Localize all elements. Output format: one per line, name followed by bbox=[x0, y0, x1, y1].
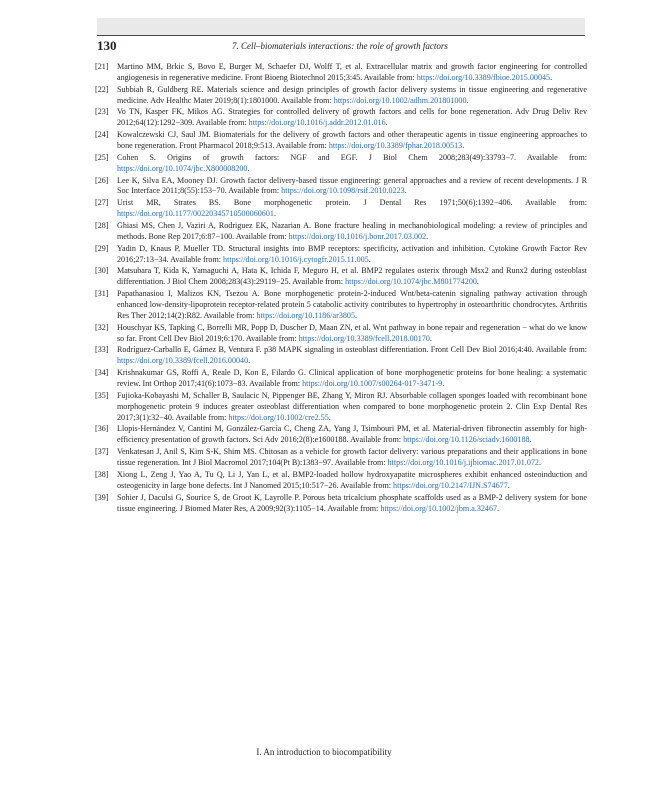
doi-link[interactable]: https://doi.org/10.3389/fcell.2016.00040 bbox=[117, 356, 249, 366]
reference-body bbox=[117, 62, 587, 84]
reference-citation-text: Matsubara T, Kida K, Yamaguchi A, Hata K, Ichida F, Meguro H, et al. BMP2 regulates osterix through Msx2 and Runx2 during osteoblast differentiation. J Biol Chem 2008;283(43):29119−25. Available from: bbox=[117, 266, 587, 287]
doi-link[interactable]: https://doi.org/10.1016/j.addr.2012.01.016 bbox=[248, 118, 386, 128]
reference-item bbox=[95, 176, 587, 198]
reference-citation-text: Urist MR, Strates BS. Bone morphogenetic protein. J Dental Res 1971;50(6):1392−406. Available from: bbox=[117, 198, 587, 208]
reference-end-punctuation: . bbox=[507, 480, 510, 490]
reference-item bbox=[95, 289, 587, 322]
reference-end-punctuation: . bbox=[497, 503, 500, 513]
doi-link[interactable]: https://doi.org/10.1002/cre2.55 bbox=[228, 412, 329, 422]
reference-item bbox=[95, 62, 587, 84]
reference-body bbox=[117, 323, 587, 345]
reference-body bbox=[117, 244, 587, 266]
reference-end-punctuation: . bbox=[426, 231, 429, 241]
reference-item bbox=[95, 345, 587, 367]
reference-number: [27] bbox=[95, 198, 109, 208]
reference-citation-text: Lee K, Silva EA, Mooney DJ. Growth factor delivery-based tissue engineering: general approaches and a review of recent developments. J R Soc Interface 2011;8(55):153−70. Available from: bbox=[117, 175, 587, 196]
reference-item bbox=[95, 424, 587, 446]
doi-link[interactable]: https://doi.org/10.1016/j.ijbiomac.2017.01.072 bbox=[387, 458, 539, 468]
reference-number: [31] bbox=[95, 289, 109, 299]
reference-body bbox=[117, 198, 587, 220]
doi-link[interactable]: https://doi.org/10.1074/jbc.X800008200 bbox=[117, 163, 248, 173]
reference-end-punctuation: . bbox=[429, 333, 432, 343]
reference-citation-text: Cohen S. Origins of growth factors: NGF and EGF. J Biol Chem 2008;283(49):33793−7. Available from: bbox=[117, 152, 587, 162]
reference-body bbox=[117, 493, 587, 515]
reference-body bbox=[117, 289, 587, 322]
reference-item bbox=[95, 130, 587, 152]
reference-body bbox=[117, 266, 587, 288]
reference-number: [37] bbox=[95, 447, 109, 457]
reference-body bbox=[117, 447, 587, 469]
reference-end-punctuation: . bbox=[368, 254, 371, 264]
reference-item bbox=[95, 107, 587, 129]
reference-number: [25] bbox=[95, 152, 109, 162]
doi-link[interactable]: https://doi.org/10.2147/IJN.S74677 bbox=[393, 480, 508, 490]
doi-link[interactable]: https://doi.org/10.1016/j.cytogfr.2015.11.005 bbox=[223, 254, 369, 264]
reference-citation-text: Yadin D, Knaus P, Mueller TD. Structural insights into BMP receptors: specificity, activation and inhibition. Cytokine Growth Factor Rev 2016;27:13−34. Available from: bbox=[117, 243, 587, 264]
doi-link[interactable]: https://doi.org/10.3389/fphar.2018.00513 bbox=[328, 141, 463, 151]
reference-number: [23] bbox=[95, 107, 109, 117]
reference-citation-text: Venkatesan J, Anil S, Kim S-K, Shim MS. Chitosan as a vehicle for growth factor delivery: various preparations and their applications in bone tissue regeneration. Int J Biol Macromol 2017;104(Pt B):1383−97. Available from: bbox=[117, 447, 587, 468]
reference-body bbox=[117, 345, 587, 367]
reference-item bbox=[95, 85, 587, 107]
reference-citation-text: Papathanasiou I, Malizos KN, Tsezou A. Bone morphogenetic protein-2-induced Wnt/beta-catenin signaling pathway activation through enhanced low-density-lipoprotein receptor-related protein 5 catabolic activity contributes to hypertrophy in osteoarthritic chondrocytes. Arthritis Res Ther 2012;14(2):R82. Available from: bbox=[117, 289, 587, 320]
reference-item bbox=[95, 391, 587, 424]
doi-link[interactable]: https://doi.org/10.1177/00220345710500060601 bbox=[117, 209, 274, 219]
running-head-chapter-title: 7. Cell–biomaterials interactions: the role of growth factors bbox=[232, 41, 448, 51]
reference-number: [34] bbox=[95, 368, 109, 378]
reference-number: [21] bbox=[95, 62, 109, 71]
reference-citation-text: Ghiasi MS, Chen J, Vaziri A, Rodriguez EK, Nazarian A. Bone fracture healing in mechanobiological modeling: a review of principles and methods. Bone Rep 2017;6:87−100. Available from: bbox=[117, 220, 587, 241]
reference-end-punctuation: . bbox=[550, 72, 553, 82]
reference-number: [22] bbox=[95, 84, 109, 94]
reference-number: [33] bbox=[95, 345, 109, 355]
reference-item bbox=[95, 244, 587, 266]
reference-number: [35] bbox=[95, 390, 109, 400]
reference-body bbox=[117, 470, 587, 492]
footer-section-title: I. An introduction to biocompatibility bbox=[256, 747, 392, 757]
reference-body bbox=[117, 107, 587, 129]
reference-end-punctuation: . bbox=[529, 435, 532, 445]
doi-link[interactable]: https://doi.org/10.1074/jbc.M801774200 bbox=[345, 277, 477, 287]
doi-link[interactable]: https://doi.org/10.1016/j.bonr.2017.03.002 bbox=[288, 231, 427, 241]
reference-end-punctuation: . bbox=[355, 310, 358, 320]
reference-end-punctuation: . bbox=[273, 209, 276, 219]
reference-citation-text: Llopis-Hernández V, Cantini M, González-García C, Cheng ZA, Yang J, Tsimbouri PM, et al. Material-driven fibronectin assembly for high-efficiency presentation of growth factors. Sci Adv 2016;2(8):e1600188. Available from: bbox=[117, 424, 587, 445]
reference-list bbox=[95, 62, 587, 515]
reference-citation-text: Fujioka-Kobayashi M, Schaller B, Saulacic N, Pippenger BE, Zhang Y, Miron RJ. Absorbable collagen sponges loaded with recombinant bone morphogenetic protein 9 induces greater osteoblast differentiation when compared to bone morphogenetic protein 2. Clin Exp Dental Res 2017;3(1):32−40. Available from: bbox=[117, 390, 587, 422]
reference-number: [28] bbox=[95, 220, 109, 230]
reference-number: [24] bbox=[95, 130, 109, 140]
reference-item bbox=[95, 447, 587, 469]
reference-body bbox=[117, 153, 587, 175]
reference-item bbox=[95, 153, 587, 175]
reference-end-punctuation: . bbox=[248, 356, 251, 366]
reference-body bbox=[117, 85, 587, 107]
doi-link[interactable]: https://doi.org/10.3389/fbioe.2015.00045 bbox=[416, 72, 551, 82]
reference-number: [38] bbox=[95, 469, 109, 479]
reference-item bbox=[95, 470, 587, 492]
reference-citation-text: Subbiah R, Guldberg RE. Materials science and design principles of growth factor delivery systems in tissue engineering and regenerative medicine. Adv Healthc Mater 2019;8(1):1801000. Available from: bbox=[117, 84, 587, 105]
doi-link[interactable]: https://doi.org/10.1002/jbm.a.32467 bbox=[380, 503, 498, 513]
reference-citation-text: Rodríguez-Carballo E, Gámez B, Ventura F. p38 MAPK signaling in osteoblast differentiation. Front Cell Dev Biol 2016;4:40. Available from: bbox=[117, 345, 587, 355]
doi-link[interactable]: https://doi.org/10.1126/sciadv.1600188 bbox=[403, 435, 530, 445]
reference-end-punctuation: . bbox=[404, 186, 407, 196]
header-band bbox=[97, 18, 585, 35]
reference-end-punctuation: . bbox=[466, 95, 469, 105]
reference-body bbox=[117, 368, 587, 390]
doi-link[interactable]: https://doi.org/10.1007/s00264-017-3471-9 bbox=[302, 379, 443, 389]
reference-item bbox=[95, 198, 587, 220]
reference-item bbox=[95, 221, 587, 243]
reference-citation-text: Xiong L, Zeng J, Yao A, Tu Q, Li J, Yan L, et al. BMP2-loaded hollow hydroxyapatite microspheres exhibit enhanced osteoinduction and osteogenicity in large bone defects. Int J Nanomed 2015;10:517−26. Available from: bbox=[117, 469, 587, 490]
doi-link[interactable]: https://doi.org/10.3389/fcell.2018.00170 bbox=[298, 333, 430, 343]
reference-citation-text: Vo TN, Kasper FK, Mikos AG. Strategies for controlled delivery of growth factors and cells for bone regeneration. Adv Drug Deliv Rev 2012;64(12):1292−309. Available from: bbox=[117, 107, 587, 128]
reference-item bbox=[95, 493, 587, 515]
reference-body bbox=[117, 130, 587, 152]
reference-item bbox=[95, 266, 587, 288]
reference-body bbox=[117, 424, 587, 446]
doi-link[interactable]: https://doi.org/10.1186/ar3805 bbox=[256, 310, 356, 320]
doi-link[interactable]: https://doi.org/10.1002/adhm.201801000 bbox=[333, 95, 467, 105]
reference-end-punctuation: . bbox=[442, 379, 445, 389]
reference-citation-text: Houschyar KS, Tapking C, Borrelli MR, Popp D, Duscher D, Maan ZN, et al. Wnt pathway in bone repair and regeneration − what do we know so far. Front Cell Dev Biol 2019;6:170. Available from: bbox=[117, 322, 587, 343]
reference-body bbox=[117, 391, 587, 424]
reference-end-punctuation: . bbox=[247, 163, 250, 173]
header-rule bbox=[97, 35, 585, 36]
reference-end-punctuation: . bbox=[538, 458, 541, 468]
doi-link[interactable]: https://doi.org/10.1098/rsif.2010.0223 bbox=[281, 186, 405, 196]
reference-number: [36] bbox=[95, 424, 109, 434]
reference-number: [26] bbox=[95, 175, 109, 185]
reference-citation-text: Kowalczewski CJ, Saul JM. Biomaterials for the delivery of growth factors and other therapeutic agents in tissue engineering approaches to bone regeneration. Front Pharmacol 2018;9:513. Available from: bbox=[117, 130, 587, 151]
page-number: 130 bbox=[97, 38, 117, 53]
reference-number: [32] bbox=[95, 322, 109, 332]
reference-citation-text: Sohier J, Daculsi G, Sourice S, de Groot K, Layrolle P. Porous beta tricalcium phosphate scaffolds used as a BMP-2 delivery system for bone tissue engineering. J Biomed Mater Res, A 2009;92(3):1105−14. Available from: bbox=[117, 492, 587, 513]
reference-end-punctuation: . bbox=[385, 118, 388, 128]
reference-item bbox=[95, 368, 587, 390]
reference-citation-text: Krishnakumar GS, Roffi A, Reale D, Kon E, Filardo G. Clinical application of bone morphogenetic proteins for bone healing: a systematic review. Int Orthop 2017;41(6):1073−83. Available from: bbox=[117, 368, 587, 389]
reference-body bbox=[117, 221, 587, 243]
reference-end-punctuation: . bbox=[328, 412, 331, 422]
reference-citation-text: Martino MM, Brkic S, Bovo E, Burger M, Schaefer DJ, Wolff T, et al. Extracellular matrix and growth factor engineering for controlled angiogenesis in regenerative medicine. Front Bioeng Biotechnol 2015;3:45. Available from: bbox=[117, 62, 587, 82]
reference-end-punctuation: . bbox=[462, 141, 465, 151]
reference-end-punctuation: . bbox=[476, 277, 479, 287]
reference-number: [29] bbox=[95, 243, 109, 253]
reference-number: [39] bbox=[95, 492, 109, 502]
reference-body bbox=[117, 176, 587, 198]
reference-item bbox=[95, 323, 587, 345]
reference-number: [30] bbox=[95, 266, 109, 276]
